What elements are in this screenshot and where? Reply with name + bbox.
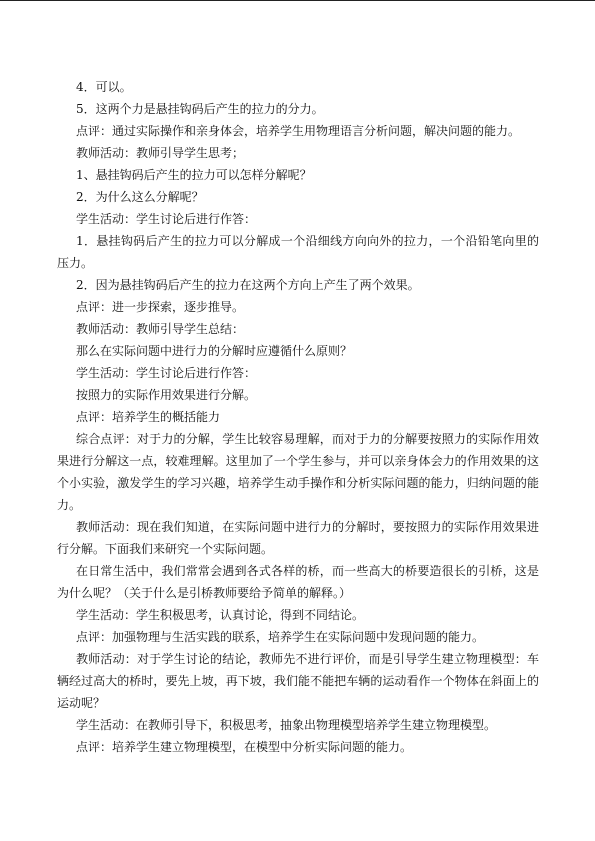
paragraph-comment: 点评：培养学生的概括能力 xyxy=(76,410,221,424)
paragraph-teacher-activity: 教师活动：现在我们知道，在实际问题中进行力的分解时，要按照力的实际作用效果进行分解。下面我们来研究一个实际问题。 xyxy=(57,520,539,556)
paragraph-student-activity: 学生活动：学生讨论后进行作答： xyxy=(76,366,257,380)
paragraph-bridge-question: 在日常生活中，我们常常会遇到各式各样的桥，而一些高大的桥要造很长的引桥，这是为什么呢？（关于什么是引桥教师要给予简单的解释。） xyxy=(57,564,539,600)
paragraph-summary-comment: 综合点评：对于力的分解，学生比较容易理解，而对于力的分解要按照力的实际作用效果进行分解这一点，较难理解。这里加了一个学生参与，并可以亲身体会力的作用效果的这个小实验，激发学生的学习兴趣，培养学生动手操作和分析实际问题的能力，归纳问题的能力。 xyxy=(57,432,539,512)
paragraph-answer-5: 5．这两个力是悬挂钩码后产生的拉力的分力。 xyxy=(76,102,324,116)
paragraph-teacher-activity: 教师活动：教师引导学生总结： xyxy=(76,322,245,336)
paragraph-student-answer-1: 1．悬挂钩码后产生的拉力可以分解成一个沿细线方向向外的拉力，一个沿铅笔向里的压力。 xyxy=(57,234,539,270)
document-body xyxy=(57,76,539,758)
paragraph-answer-4: 4．可以。 xyxy=(76,80,132,94)
paragraph-student-answer: 按照力的实际作用效果进行分解。 xyxy=(76,388,257,402)
paragraph-question: 那么在实际问题中进行力的分解时应遵循什么原则？ xyxy=(76,344,353,358)
page-top-border xyxy=(0,0,595,1)
paragraph-comment: 点评：通过实际操作和亲身体会，培养学生用物理语言分析问题，解决问题的能力。 xyxy=(76,124,521,138)
paragraph-teacher-activity: 教师活动：对于学生讨论的结论，教师先不进行评价，而是引导学生建立物理模型：车辆经过高大的桥时，要先上坡，再下坡，我们能不能把车辆的运动看作一个物体在斜面上的运动呢？ xyxy=(57,652,539,710)
paragraph-question-1: 1、悬挂钩码后产生的拉力可以怎样分解呢？ xyxy=(76,168,312,182)
paragraph-teacher-activity: 教师活动：教师引导学生思考； xyxy=(76,146,245,160)
paragraph-student-activity: 学生活动：学生讨论后进行作答： xyxy=(76,212,257,226)
paragraph-student-activity: 学生活动：学生积极思考，认真讨论，得到不同结论。 xyxy=(76,608,365,622)
paragraph-student-answer-2: 2．因为悬挂钩码后产生的拉力在这两个方向上产生了两个效果。 xyxy=(76,278,420,292)
paragraph-comment: 点评：培养学生建立物理模型，在模型中分析实际问题的能力。 xyxy=(76,740,413,754)
paragraph-student-activity: 学生活动：在教师引导下，积极思考，抽象出物理模型培养学生建立物理模型。 xyxy=(76,718,497,732)
paragraph-comment: 点评：加强物理与生活实践的联系，培养学生在实际问题中发现问题的能力。 xyxy=(76,630,485,644)
paragraph-comment: 点评：进一步探索，逐步推导。 xyxy=(76,300,245,314)
paragraph-question-2: 2．为什么这么分解呢？ xyxy=(76,190,204,204)
